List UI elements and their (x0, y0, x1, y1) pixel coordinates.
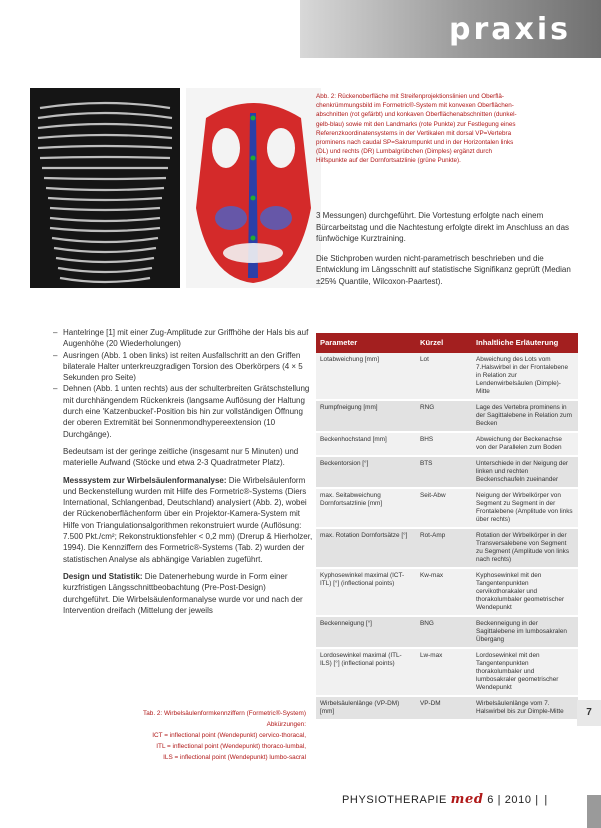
cell: Kw-max (416, 568, 472, 616)
caption-line: Abb. 2: Rückenoberfläche mit Streifenprojektionslinien und Oberflä- (316, 93, 504, 100)
issue-info: 6 | 2010 | (487, 794, 539, 806)
cell: Rot-Amp (416, 528, 472, 568)
table-row (316, 568, 578, 616)
page-number: 7 (577, 700, 601, 726)
cell: Unterschiede in der Neigung der linken und rechten Beckenschaufeln zueinander (472, 456, 578, 488)
cell: BNG (416, 616, 472, 648)
abbreviation: ICT = inflectional point (Wendepunkt) cervico-thoracal, (152, 732, 306, 739)
journal-name: PHYSIOTHERAPIE (342, 794, 447, 806)
cell: max. Rotation Dornfortsätze [°] (316, 528, 416, 568)
cell: RNG (416, 400, 472, 432)
table-row (316, 488, 578, 528)
caption-line: chenkrümmungsbild im Formetric®-System mit konvexen Oberflächen- (316, 102, 514, 110)
caption-line: abschnitten (rot gefärbt) und konkaven Oberflächenabschnitten (dunkel- (316, 111, 517, 119)
caption-line: Referenzkoordinatensystems in der Vertikalen mit dorsal VP=Vertebra (316, 129, 512, 137)
list-item: – Ausringen (Abb. 1 oben links) ist reiten Ausfallschritt an den Griffen bilaterale Halter unterkreuzgradigen Torsion des Oberkörpers (4 × 5 Sekunden pro Seite) (63, 350, 313, 384)
cell: VP-DM (416, 696, 472, 720)
cell: Neigung der Wirbelkörper von Segment zu Segment in der Frontalebene (Amplitude von links über rechts) (472, 488, 578, 528)
curvature-map (186, 88, 321, 288)
cell: Beckenneigung [°] (316, 616, 416, 648)
cell: Kyphosewinkel maximal (ICT-ITL) [°] (inflectional points) (316, 568, 416, 616)
stripe-projection-photo (30, 88, 180, 288)
right-body-text (316, 210, 578, 295)
caption-line: (DL) und rechts (DR) Lumbalgrübchen (Dimples) ergänzt durch (316, 148, 493, 156)
table-row (316, 353, 578, 400)
table-row (316, 400, 578, 432)
cell: Beckentorsion [°] (316, 456, 416, 488)
table-row (316, 696, 578, 720)
left-body-text (63, 327, 313, 622)
table-row (316, 432, 578, 456)
cell: BHS (416, 432, 472, 456)
table-caption-title: Tab. 2: Wirbelsäulenformkennziffern (Formetric®-System) (143, 710, 306, 717)
paragraph: Bedeutsam ist der geringe zeitliche (insgesamt nur 5 Minuten) und materielle Aufwand (Stöcke und etwa 2-3 Quadratmeter Platz). (63, 446, 299, 468)
table-header-row (316, 333, 578, 353)
footer (342, 792, 548, 807)
cell: Wirbelsäulenlänge vom 7. Halswirbel bis zur Dimple-Mitte (472, 696, 578, 720)
table-caption (60, 708, 306, 763)
cell: Lordosewinkel mit den Tangentenpunkten thorakolumbaler und lumbosakraler geometrischer Wendepunkt (472, 648, 578, 696)
table-row (316, 616, 578, 648)
section-title: praxis (448, 12, 571, 47)
cell: Lotabweichung [mm] (316, 353, 416, 400)
cell: Beckenneigung in der Sagittalebene im lumbosakralen Übergang (472, 616, 578, 648)
exercise-list (63, 327, 313, 440)
caption-line: gelb-blau) sowie mit den Landmarks (rote Punkte) zur Festlegung eines (316, 120, 516, 128)
paragraph: Die Stichproben wurden nicht-parametrisch beschrieben und die Entwicklung im Längsschnitt auf statistische Signifikanz geprüft (Median ±25% Quantile, Wilcoxon-Paartest). (316, 253, 571, 286)
paragraph-text: Die Wirbelsäulenform und Beckenstellung wurden mit Hilfe des Formetric®-Systems (Diers International, Schlangenbad, Deutschland) analysiert (Abb. 2), wobei der Rückenoberflächenform über ein Projektor-Kamera-System mit Hilfe von Triangulationsalgorithmen rekonstruiert wurde (Auflösung: 7.500 Pkt./cm²; Rekonstruktionsfehler < 0,2 mm) (Drerup & Hierholzer, 1994). Die Kennziffern des Formetric®-Systems (Tab. 2) wurden der statistischen Analyse als abhängige Variablen zugeführt. (63, 475, 313, 564)
abbreviation: ILS = inflectional point (Wendepunkt) lumbo-sacral (163, 754, 306, 761)
table-row (316, 456, 578, 488)
cell: Wirbelsäulenlänge (VP-DM) [mm] (316, 696, 416, 720)
header-band (300, 0, 601, 58)
page-edge-tab (587, 795, 601, 828)
footer-divider: | (544, 794, 548, 806)
figure-images (30, 88, 321, 288)
table-row (316, 528, 578, 568)
paragraph-design (63, 571, 313, 616)
column-header: Kürzel (416, 333, 472, 353)
cell: Lw-max (416, 648, 472, 696)
journal-brand: med (450, 792, 484, 807)
cell: Kyphosewinkel mit den Tangentenpunkten cervikothorakaler und thorakolumbaler geometrischer Wendepunkt (472, 568, 578, 616)
figure-caption (316, 92, 576, 166)
table-row (316, 648, 578, 696)
list-item: – Hantelringe [1] mit einer Zug-Amplitude zur Griffhöhe der Hals bis auf Augenhöhe (20 Wiederholungen) (63, 327, 313, 350)
cell: Abweichung der Beckenachse von der Parallelen zum Boden (472, 432, 578, 456)
cell: Lage des Vertebra prominens in der Sagittalebene in Relation zum Becken (472, 400, 578, 432)
paragraph-text: Die Datenerhebung wurde in Form einer kurzfristigen Längsschnittbeobachtung (Pre-Post-Design) durchgeführt. Die Wirbelsäulenformanalyse wurde vor und nach der Intervention dreifach (Mittelung der jeweils (63, 571, 303, 615)
caption-line: Hilfspunkte auf der Dornfortsatzlinie (grüne Punkte). (316, 157, 461, 165)
subheading: Design und Statistik: (63, 571, 143, 581)
cell: Rumpfneigung [mm] (316, 400, 416, 432)
cell: Abweichung des Lots vom 7.Halswirbel in der Frontalebene in Relation zur Lendenwirbelsäulen (Dimple)-Mitte (472, 353, 578, 400)
cell: Lot (416, 353, 472, 400)
column-header: Parameter (316, 333, 416, 353)
cell: max. Seitabweichung Dornfortsatzlinie [mm] (316, 488, 416, 528)
paragraph: 3 Messungen) durchgeführt. Die Vortestung erfolgte nach einem Bürcarbeitstag und die Nachtestung erfolgte direkt im Anschluss an das fünfwöchige Kurztraining. (316, 211, 570, 243)
caption-line: prominens nach caudal SP=Sakrumpunkt und in der Horizontalen links (316, 139, 514, 147)
cell: Lordosewinkel maximal (ITL-ILS) [°] (inflectional points) (316, 648, 416, 696)
subheading: Messsystem zur Wirbelsäulenformanalyse: (63, 475, 227, 485)
list-item: – Dehnen (Abb. 1 unten rechts) aus der schulterbreiten Grätschstellung mit durchhängendem Rückenkreis (langsame Auflösung der Haltung durch eine 'Katzenbuckel'-Position bis hin zur vollständigen Öffnung der oberen Extremität bei Sonnenmondhypereextension (10 Durchgänge). (63, 383, 313, 439)
cell: Beckenhochstand [mm] (316, 432, 416, 456)
cell: Seit-Abw (416, 488, 472, 528)
parameter-table (316, 333, 578, 721)
paragraph-measurement (63, 475, 313, 565)
abbreviation: ITL = inflectional point (Wendepunkt) thoraco-lumbal, (156, 743, 306, 750)
cell: BTS (416, 456, 472, 488)
column-header: Inhaltliche Erläuterung (472, 333, 578, 353)
cell: Rotation der Wirbelkörper in der Transversalebene von Segment zu Segment (Amplitude von links nach rechts) (472, 528, 578, 568)
abbreviation-label: Abkürzungen: (266, 721, 306, 728)
